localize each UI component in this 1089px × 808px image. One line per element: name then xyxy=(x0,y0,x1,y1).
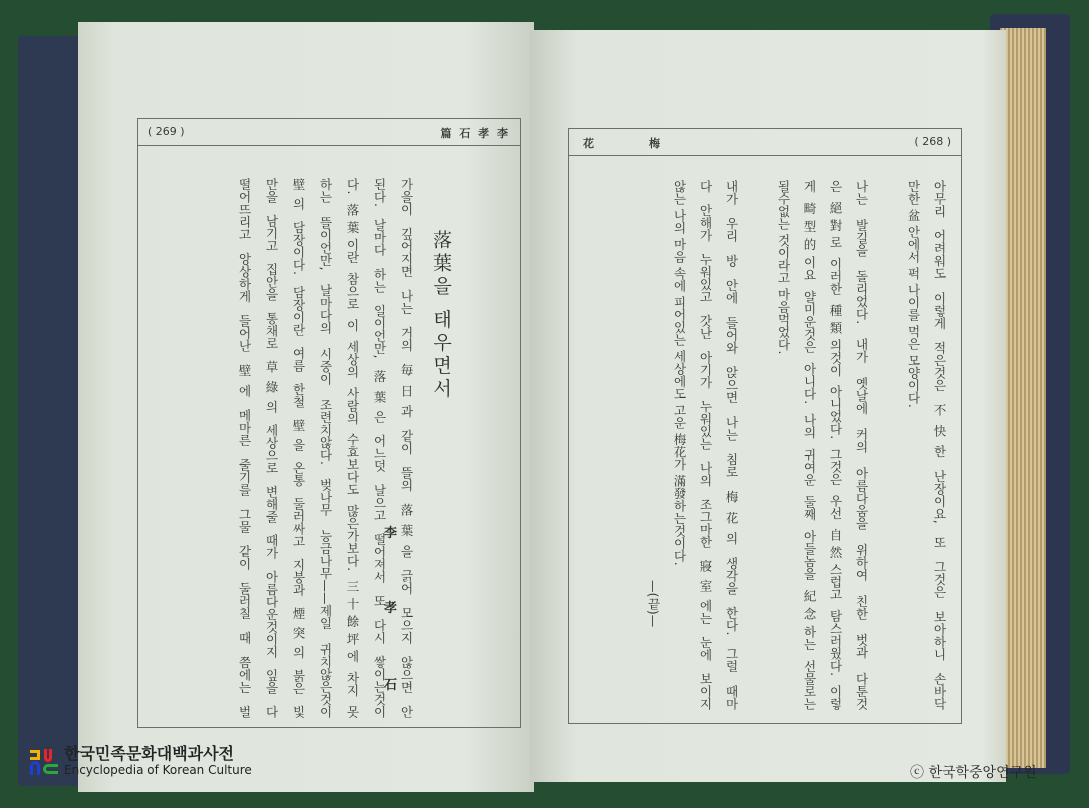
text-column: 게 畸型的이요 얄미운것은 아니다. 나의 귀여운 둘째 아들놈을 紀念하는 선물로는 xyxy=(802,180,817,710)
page-number: ( 269 ) xyxy=(148,125,185,138)
text-column: 된다. 날마다 하는 일이언만, 落葉은 어느덧 날으고 떨어져서 또 다시 쌓이는것이 xyxy=(372,178,387,718)
text-column: 壁의 담장이다. 담장이란 여름 한철 壁을 온통 둘러싸고 지붕과 煙突의 붉은 빛 xyxy=(291,178,306,718)
running-header-left: 花 xyxy=(583,137,594,150)
watermark-english: Encyclopedia of Korean Culture xyxy=(64,763,252,777)
left-page-header xyxy=(138,119,520,146)
left-page xyxy=(78,22,534,792)
encyclopedia-watermark xyxy=(64,745,252,777)
text-column: 나는 발길을 돌리었다. 내가 옛날에 커의 아름다움을 위하여 친한 벗과 다툰것 xyxy=(854,180,869,710)
left-page-body xyxy=(231,178,420,718)
text-column: 은 絕對로 이러한 種類의것이 아니었다. 그것은 우선 自然스럽고 탐스러웠다. 이렇 xyxy=(828,180,843,710)
text-column: 않는 나의 마음 속에 피어있는 세상에도 고운 梅花가 滿發하는것이다. xyxy=(672,180,687,566)
text-column: 내가 우리 방 안에 들어와 앉으면 나는 침로 梅花의 생각을 한다. 그럴 때마 xyxy=(724,180,739,710)
watermark-korean: 한국민족문화대백과사전 xyxy=(64,744,235,763)
author-char-3: 石 xyxy=(384,678,398,693)
author-char-2: 孝 xyxy=(384,601,398,616)
text-column: 떨어뜨리고 앙상하게 들어난 壁에 메마른 줄기를 그물 같이 둘러칠 때 쯤에는 벌 xyxy=(237,178,252,718)
text-column: 다 안해가 누워있고 갓난 아기가 누워있는 나의 조그마한 寢室에는 눈에 보이지 xyxy=(698,180,713,710)
copyright-notice: ⓒ 한국학중앙연구원 xyxy=(910,765,1037,781)
right-page xyxy=(530,30,1006,782)
text-column: 만한 盆 안에서 퍽 나이를 먹은 모양이다. xyxy=(906,180,921,408)
running-header-right: 梅 xyxy=(649,137,660,150)
text-column: 하는 뜰이언만, 날마다의 시중이 조련치않다. 벚나무 능금나무——제일 귀치않은것이 xyxy=(318,178,333,718)
running-header: 篇 石 孝 李 xyxy=(440,127,510,140)
end-mark: —(끝)— xyxy=(646,580,661,628)
right-page-body xyxy=(640,180,952,710)
page-number: ( 268 ) xyxy=(914,135,951,148)
text-column: 만을 남기고 집안을 통채로 草綠의 세상으로 변해줄 때가 아름다운것이지 잎을 다 xyxy=(264,178,279,718)
essay-title: 落葉을 태우면서 xyxy=(430,230,452,402)
page-edges xyxy=(1000,28,1046,768)
text-column: 가을이 깊어지면 나는 거의 毎日과 같이 뜰의 落葉을 긁어 모으지 않으면 안 xyxy=(399,178,414,718)
encyclopedia-logo-icon xyxy=(28,747,60,777)
author-char-1: 李 xyxy=(384,526,398,541)
right-page-header xyxy=(569,129,961,156)
text-column: 될수없는 것이라고 마음먹었다. xyxy=(776,180,791,355)
text-column: 다. 落葉이란 참으로 이 세상의 사람의 수효보다도 많은가보다. 三十餘坪에 차지 못 xyxy=(345,178,360,718)
text-column: 아무리 어려워도 이렇게 적은것은 不快한 난장이요, 또 그것은 보아하니 손바닥 xyxy=(932,180,947,710)
